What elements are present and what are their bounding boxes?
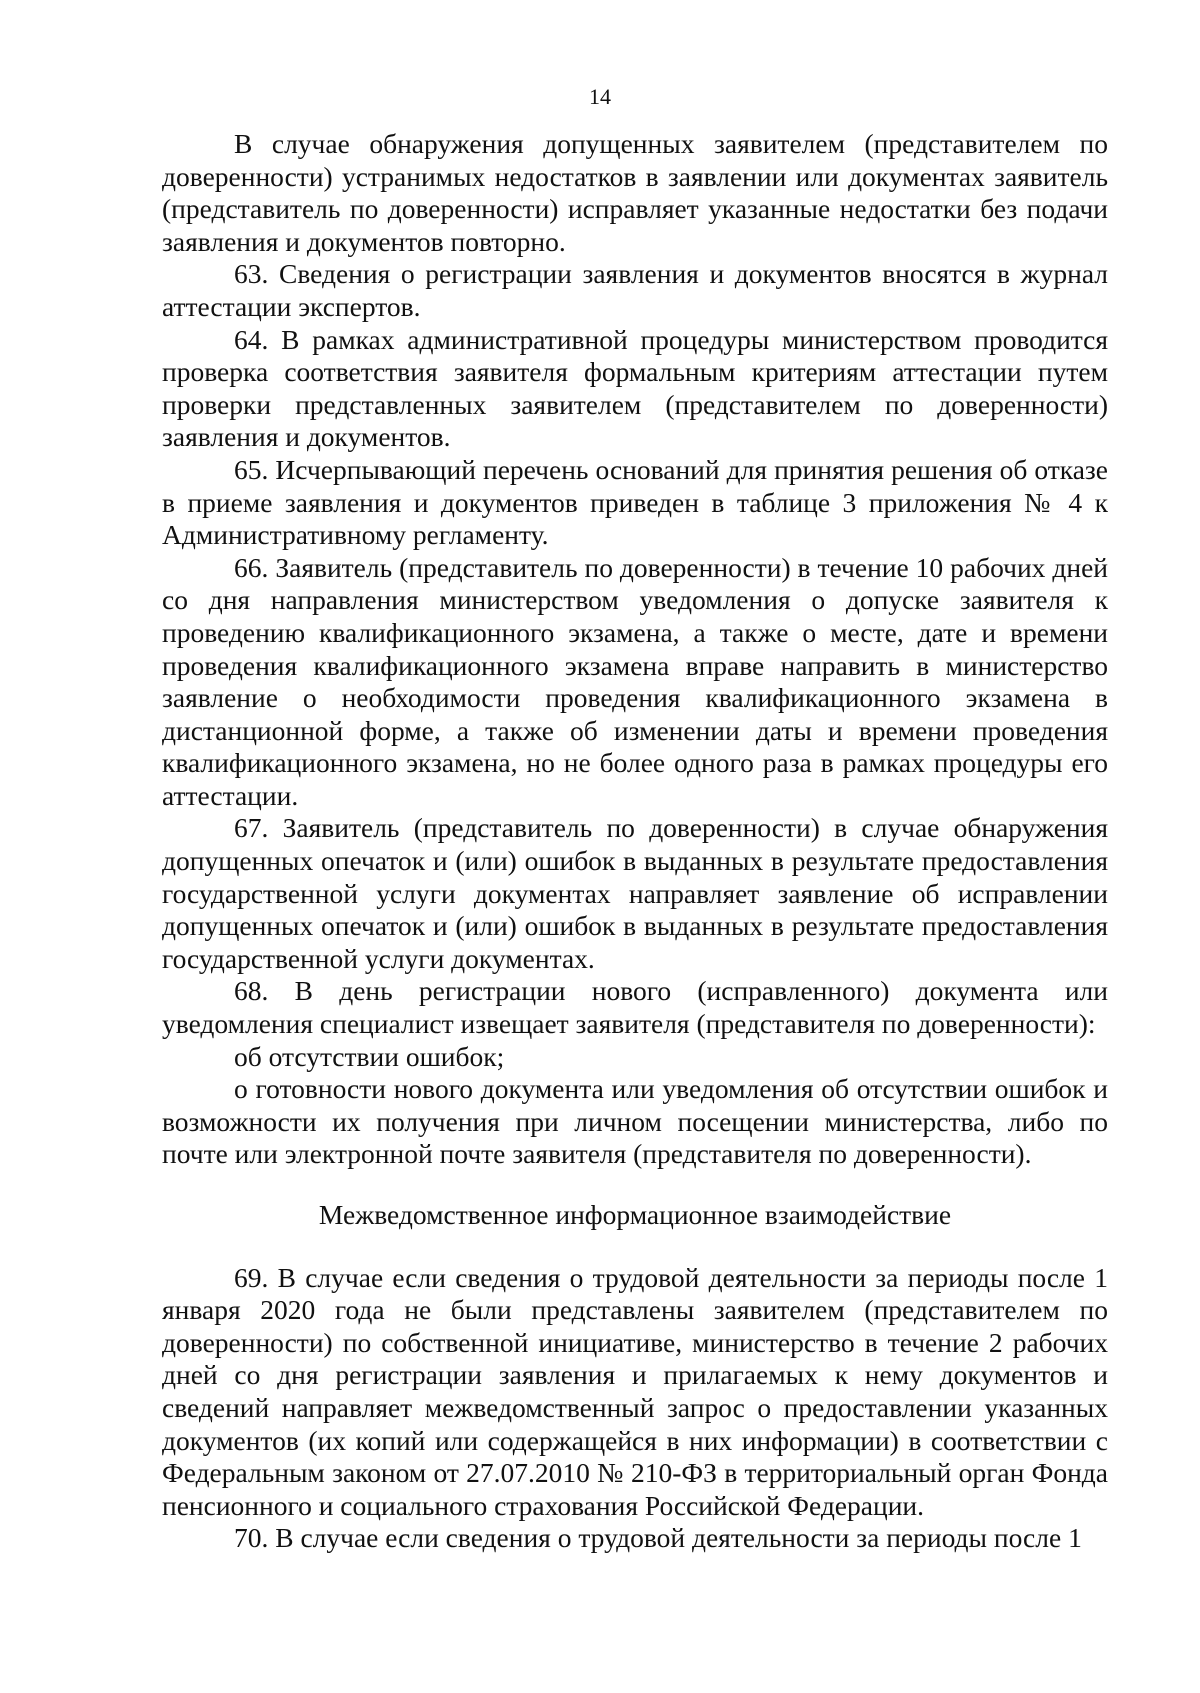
list-item-new-document-ready: о готовности нового документа или уведомления об отсутствии ошибок и возможности их получения при личном посещении министерства, либо по почте или электронной почте заявителя (представителя по доверенности).	[162, 1073, 1108, 1170]
section-heading: Межведомственное информационное взаимодействие	[318, 1199, 952, 1230]
list-item-no-errors: об отсутствии ошибок;	[234, 1040, 505, 1072]
paragraph-67: 67. Заявитель (представитель по доверенности) в случае обнаружения допущенных опечаток и (или) ошибок в выданных в результате предоставления государственной услуги документах направляет заявление об исправлении допущенных опечаток и (или) ошибок в выданных в результате предоставления государственной услуги документах.	[162, 812, 1108, 974]
document-body	[162, 128, 1108, 1555]
paragraph-68: 68. В день регистрации нового (исправленного) документа или уведомления специалист извещает заявителя (представителя по доверенности):	[162, 975, 1108, 1040]
paragraph-64: 64. В рамках административной процедуры министерством проводится проверка соответствия заявителя формальным критериям аттестации путем проверки представленных заявителем (представителем по доверенности) заявления и документов.	[162, 323, 1108, 453]
page-number: 14	[589, 84, 611, 109]
paragraph-65: 65. Исчерпывающий перечень оснований для принятия решения об отказе в приеме заявления и документов приведен в таблице 3 приложения № 4 к Административному регламенту.	[162, 453, 1108, 551]
paragraph-70: 70. В случае если сведения о трудовой деятельности за периоды после 1	[234, 1522, 1082, 1554]
paragraph-66: 66. Заявитель (представитель по доверенности) в течение 10 рабочих дней со дня направления министерством уведомления о допуске заявителя к проведению квалификационного экзамена, а также о месте, дате и времени проведения квалификационного экзамена вправе направить в министерство заявление о необходимости проведения квалификационного экзамена в дистанционной форме, а также об изменении даты и времени проведения квалификационного экзамена, но не более одного раза в рамках процедуры его аттестации.	[162, 551, 1108, 811]
paragraph: В случае обнаружения допущенных заявителем (представителем по доверенности) устранимых недостатков в заявлении или документах заявитель (представитель по доверенности) исправляет указанные недостатки без подачи заявления и документов повторно.	[162, 128, 1108, 257]
paragraph-63: 63. Сведения о регистрации заявления и документов вносятся в журнал аттестации экспертов.	[162, 258, 1108, 322]
paragraph-69: 69. В случае если сведения о трудовой деятельности за периоды после 1 января 2020 года не были представлены заявителем (представителем по доверенности) по собственной инициативе, министерство в течение 2 рабочих дней со дня регистрации заявления и прилагаемых к нему документов и сведений направляет межведомственный запрос о предоставлении указанных документов (их копий или содержащейся в них информации) в соответствии с Федеральным законом от 27.07.2010 № 210-ФЗ в территориальный орган Фонда пенсионного и социального страхования Российской Федерации.	[162, 1261, 1108, 1521]
